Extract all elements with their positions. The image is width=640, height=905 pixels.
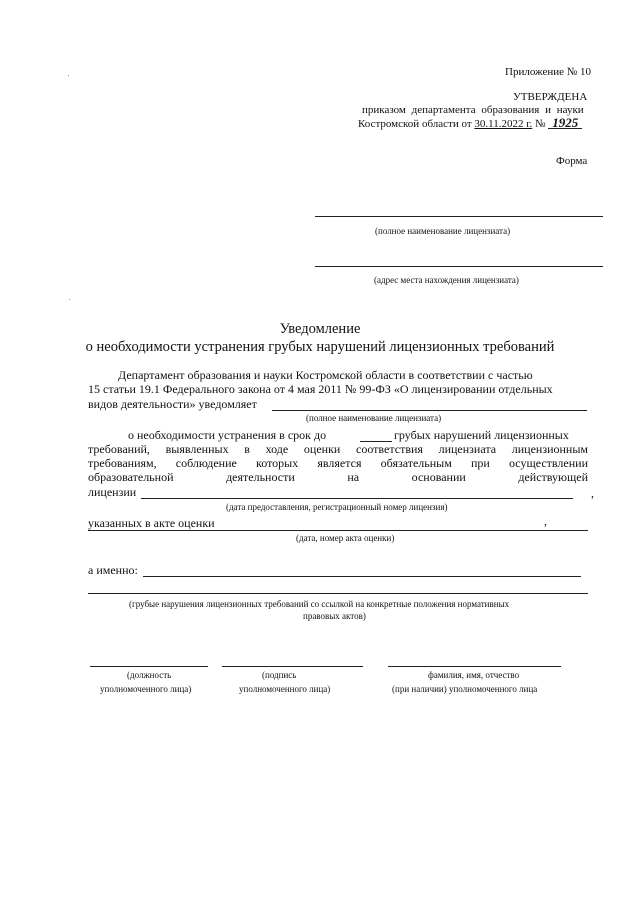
order-line-2 <box>358 117 582 130</box>
approved-stamp: УТВЕРЖДЕНА <box>513 91 588 103</box>
p1-line-2: 15 статьи 19.1 Федерального закона от 4 мая 2011 № 99-ФЗ «О лицензировании отдельных <box>88 382 553 396</box>
p2-line-4: образовательной деятельности на основании действующей <box>88 470 588 484</box>
act-fill-line <box>88 530 588 531</box>
licensee-fill-caption: (полное наименование лицензиата) <box>306 413 442 423</box>
order-line-1: приказом департамента образования и науки <box>362 104 584 116</box>
scan-speck <box>69 299 70 300</box>
scan-speck <box>68 75 69 76</box>
licensee-address-line <box>315 266 603 267</box>
signature-caption-2: уполномоченного лица) <box>239 684 331 694</box>
position-sign-line <box>90 666 208 667</box>
licensee-address-caption: (адрес места нахождения лицензиата) <box>374 275 519 285</box>
position-caption-1: (должность <box>127 670 172 680</box>
license-fill-line <box>141 498 573 499</box>
signature-sign-line <box>222 666 363 667</box>
position-caption-2: уполномоченного лица) <box>100 684 192 694</box>
fullname-caption-1: фамилия, имя, отчество <box>428 670 520 680</box>
namely-fill-line <box>143 576 581 577</box>
form-label: Форма <box>556 155 588 167</box>
namely-label: а именно: <box>88 563 138 577</box>
order-date: 30.11.2022 г. <box>474 118 533 130</box>
p2-line-5: лицензии <box>88 485 137 499</box>
order-number-label: № <box>535 118 546 130</box>
licensee-name-line <box>315 216 603 217</box>
p1-line-3: видов деятельности» уведомляет <box>88 397 257 411</box>
p2-line-2: требований, выявленных в ходе оценки соответствия лицензиата лицензионным <box>88 442 588 456</box>
p2-line-1a: о необходимости устранения в срок до <box>128 428 327 442</box>
order-prefix: Костромской области от <box>358 118 472 130</box>
violations-fill-line <box>88 593 588 594</box>
p2-line-1b: грубых нарушений лицензионных <box>394 428 569 442</box>
appendix-number: Приложение № 10 <box>505 66 592 78</box>
licensee-fill-line <box>272 410 587 411</box>
document-title: Уведомление <box>279 321 361 337</box>
licensee-name-caption: (полное наименование лицензиата) <box>375 226 511 236</box>
license-caption: (дата предоставления, регистрационный номер лицензия) <box>226 502 448 512</box>
fullname-caption-2: (при наличии) уполномоченного лица <box>392 684 538 694</box>
order-number: 1925 <box>548 117 582 129</box>
license-comma: , <box>591 486 594 500</box>
violations-caption-2: правовых актов) <box>303 611 366 621</box>
p1-line-1: Департамент образования и науки Костромской области в соответствии с частью <box>118 368 533 382</box>
document-subtitle: о необходимости устранения грубых нарушений лицензионных требований <box>85 339 555 355</box>
act-line: указанных в акте оценки <box>88 516 215 530</box>
signature-caption-1: (подпись <box>262 670 297 680</box>
act-comma: , <box>544 514 547 528</box>
fullname-sign-line <box>388 666 561 667</box>
violations-caption-1: (грубые нарушения лицензионных требований со ссылкой на конкретные положения нормативных <box>129 599 510 609</box>
act-caption: (дата, номер акта оценки) <box>296 533 395 543</box>
p2-line-3: требованиям, соблюдение которых является обязательным при осуществлении <box>88 456 588 470</box>
